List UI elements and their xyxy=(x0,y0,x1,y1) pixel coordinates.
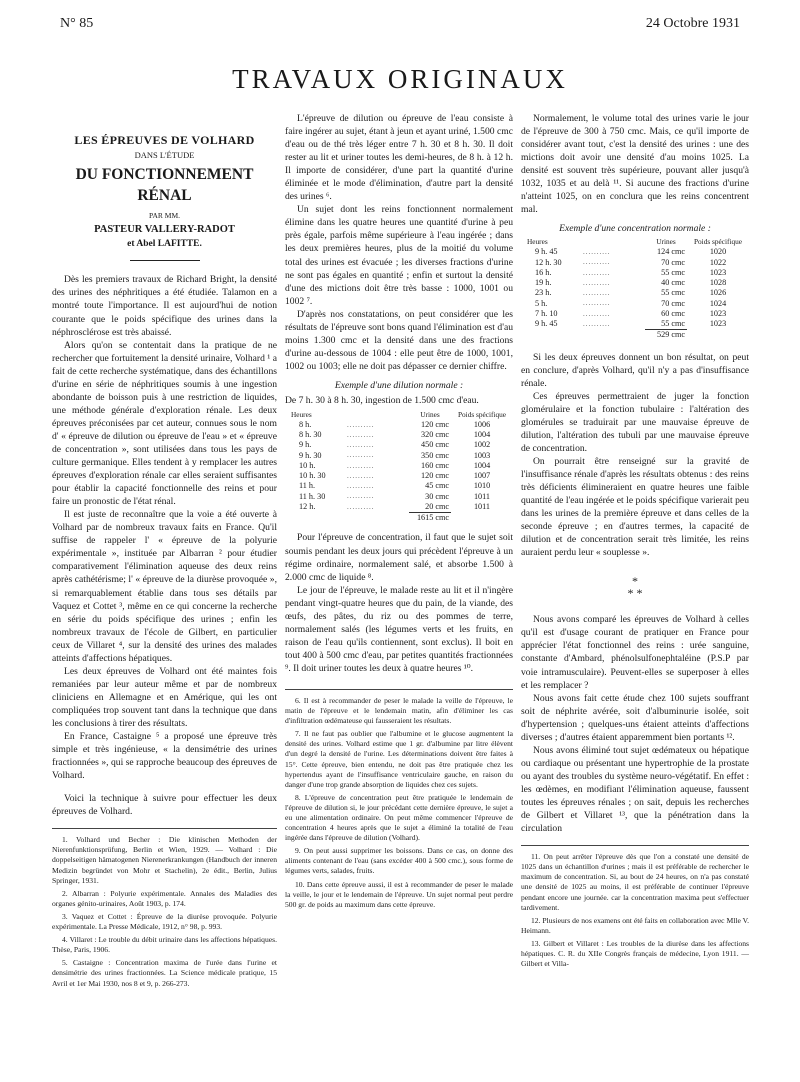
paragraph: Il est juste de reconnaître que la voie a été ouverte à Volhard par de nombreux travaux faits en France. Qu'il suffise de rappeler l' « épreuve de la polyurie expérimentale », instituée par Albarran ² pour étudier comparativement l'élimination aqueuse des deux reins après cathétérisme; l' « épreuve de la diurèse provoquée », si remarquablement établie dans tous ses détails par Vaquez et Cottet ³, même en ce qui concerne la recherche en série du poids spécifique des urines ; enfin les nombreux travaux de l'école de Gilbert, en particulier ceux de Villaret ⁴, sur la densité des urines des malades atteints d'affections hépatiques. xyxy=(52,509,277,664)
density-cell: 1003 xyxy=(473,450,491,460)
concentration-table-title: Exemple d'une concentration normale : xyxy=(559,223,711,235)
urine-cell: 124 cmc xyxy=(657,247,685,257)
column-header: Heures xyxy=(291,410,312,420)
urine-cell: 70 cmc xyxy=(661,257,685,267)
footnote: 6. Il est à recommander de peser le malade la veille de l'épreuve, le matin de l'épreuve et le lendemain matin, afin d'éliminer les cas d'infiltration œdémateuse qui fausseraient les résultats. xyxy=(285,695,513,726)
density-cell: 1026 xyxy=(709,288,727,298)
table-row xyxy=(521,288,749,298)
urine-cell: 320 cmc xyxy=(421,430,449,440)
table-row xyxy=(521,319,749,330)
paragraph: Le jour de l'épreuve, le malade reste au lit et il n'ingère pendant vingt-quatre heures que du pain, de la viande, des œufs, des pâtes, du riz ou des pommes de terre, normalement salés (les légumes verts et les fruits, en raison de l'eau qu'ils contiennent, sont exclus). Il boit en tout 400 à 500 cmc d'eau, par petites quantités fractionnées ⁹. Il doit uriner toutes les deux à quatre heures ¹⁰. xyxy=(285,584,513,674)
footnote: 8. L'épreuve de concentration peut être pratiquée le lendemain de l'épreuve de dilution si, le jour précédant cette dernière épreuve, le sujet a eu une alimentation ordinaire. On peut même commencer l'épreuve de concentration 4 heures après que le sujet a éliminé la totalité de l'eau ingérée dans l'épreuve de dilution (Volhard). xyxy=(285,792,513,843)
hour-cell: 19 h. xyxy=(535,278,552,288)
dilution-table-body xyxy=(285,420,513,513)
table-row xyxy=(285,430,513,440)
footnote: 11. On peut arrêter l'épreuve dès que l'on a constaté une densité de 1025 dans un échantillon d'urines ; mais il est préférable de rechercher le maximum de concentration. Si, au bout de 24 heures, on n'a pas constaté une densité de 1025 au moins, il est préférable de continuer l'épreuve pendant encore une journée. car la concentration maxima peut s'effectuer tardivement. xyxy=(521,852,749,912)
footnote: 7. Il ne faut pas oublier que l'albumine et le glucose augmentent la densité des urines. Volhard estime que 1 gr. d'albumine par litre élèvent d'un degré la densité de l'urine. Les déterminations doivent être faites à 15°. Cette épreuve, bien entendu, ne doit pas être pratiquée chez les hypertendus ayant de l'insuffisance ventriculaire gauche, en raison du danger d'une trop grande absorption de liquides chez ces sujets. xyxy=(285,729,513,789)
footnote-separator xyxy=(52,828,277,829)
footnote: 10. Dans cette épreuve aussi, il est à recommander de peser le malade la veille, le jour et le lendemain de l'épreuve. Un sujet normal peut perdre 500 gr. de poids au maximum dans cette épreuve. xyxy=(285,879,513,909)
footnote-separator xyxy=(285,689,513,690)
density-cell: 1023 xyxy=(709,267,727,277)
hour-cell: 10 h. xyxy=(299,460,316,470)
dilution-table-title: Exemple d'une dilution normale : xyxy=(334,379,464,391)
hour-cell: 9 h. 45 xyxy=(535,247,558,257)
leader-dots: .......... xyxy=(347,430,375,439)
dilution-table-subtitle: De 7 h. 30 à 8 h. 30, ingestion de 1.500 cmc d'eau. xyxy=(285,394,479,406)
table-row xyxy=(521,278,749,288)
paragraph: En France, Castaigne ⁵ a proposé une épreuve très simple et très ingénieuse, « la densimétrie des urines fractionnées », qui se rapproche beaucoup des épreuves de Volhard. xyxy=(52,731,277,782)
paragraph: Normalement, le volume total des urines varie le jour de l'épreuve de 300 à 750 cmc. Mais, ce qu'il importe de considérer avant tout, c'est la densité des urines : une des mictions doit avoir une densité d'au moins 1025. La densité est souvent très supérieure, pouvant aller jusqu'à 1032, 1035 et au delà ¹¹. Si aucune des fractions d'urine n'atteint 1025, on en conclura que les reins concentrent mal. xyxy=(521,113,749,216)
urine-cell: 450 cmc xyxy=(421,440,449,450)
footnote: 2. Albarran : Polyurie expérimentale. Annales des Maladies des organes génito-urinaires, Août 1903, p. 174. xyxy=(52,888,277,908)
paragraph: Nous avons éliminé tout sujet œdémateux ou hépatique ou cardiaque ou présentant une hypertrophie de la prostate ou ayant des troubles du système neuro-végétatif. En effet : les œdèmes, en modifiant l'élimination aqueuse, faussent toutes les épreuves rénales ; on sait, depuis les recherches de Gilbert et Villaret ¹³, que la pénétration dans la circulation xyxy=(521,744,749,835)
column-3 xyxy=(521,112,749,972)
paragraph: Nous avons fait cette étude chez 100 sujets souffrant soit de néphrite avérée, soit d'albuminurie isolée, soit d'hypertension ; quelques-uns étaient atteints d'affections diverses ; d'autres étaient apparemment bien portants ¹². xyxy=(521,692,749,743)
density-cell: 1004 xyxy=(473,460,491,470)
density-cell: 1006 xyxy=(473,419,491,429)
leader-dots: .......... xyxy=(347,461,375,470)
section-title: TRAVAUX ORIGINAUX xyxy=(232,64,568,94)
table-row xyxy=(521,268,749,278)
hour-cell: 12 h. xyxy=(299,502,316,512)
table-row xyxy=(285,461,513,471)
leader-dots: .......... xyxy=(347,451,375,460)
table-row xyxy=(521,299,749,309)
table-row xyxy=(285,451,513,461)
footnote: 4. Villaret : Le trouble du débit urinaire dans les affections hépatiques. Thèse, Paris, 1906. xyxy=(52,935,277,955)
leader-dots: .......... xyxy=(583,309,611,318)
leader-dots: .......... xyxy=(347,441,375,450)
table-row xyxy=(521,309,749,319)
dilution-table xyxy=(285,410,513,523)
footnote: 1. Volhard und Becher : Die klinischen Methoden der Nierenfunktionsprüfung, Berlin et Wien, 1929. — Volhard : Die doppelseitigen hämatogenen Nierenerkrankungen (Handbuch der inneren Medizin begründet von Mohr et Stachelin), 2e édit., Berlin, Julius Springer, 1931. xyxy=(52,835,277,885)
footnote: 13. Gilbert et Villaret : Les troubles de la diurèse dans les affections hépatiques. C. R. du XIIe Congrès français de médecine, Lyon 1911. — Gilbert et Villa- xyxy=(521,938,749,969)
concentration-table xyxy=(521,237,749,340)
leader-dots: .......... xyxy=(347,471,375,480)
urine-cell: 120 cmc xyxy=(421,471,449,481)
leader-dots: .......... xyxy=(583,289,611,298)
footnotes xyxy=(52,835,277,988)
article-title: LES ÉPREUVES DE VOLHARD xyxy=(74,133,255,147)
density-cell: 1020 xyxy=(709,247,727,257)
table-row xyxy=(285,481,513,491)
hour-cell: 9 h. xyxy=(299,440,312,450)
article-author-1: PASTEUR VALLERY-RADOT xyxy=(94,224,235,236)
density-cell: 1011 xyxy=(473,491,491,501)
page-header xyxy=(60,16,740,40)
footnotes xyxy=(285,696,513,910)
paragraph: Les deux épreuves de Volhard ont été maintes fois remaniées par leur auteur même et par de nombreux cliniciens en Allemagne et en Amérique, qui les ont compliquées trop souvent tant dans la technique que dans les conclusions à tirer des résultats. xyxy=(52,665,277,729)
hour-cell: 10 h. 30 xyxy=(299,471,326,481)
footnote: 3. Vaquez et Cottet : Épreuve de la diurèse provoquée. Polyurie expérimentale. La Presse Médicale, 1912, n° 98, p. 993. xyxy=(52,911,277,932)
column-2 xyxy=(285,112,513,913)
paragraph: Dès les premiers travaux de Richard Bright, la densité des urines des néphritiques a été étudiée. Talamon en a montré toute l'importance. Il est aujourd'hui de notion courante que le poids spécifique des urines dans la néphrosclérose est très abaissé. xyxy=(52,274,277,338)
urine-cell: 55 cmc xyxy=(661,267,685,277)
footnote-separator xyxy=(521,845,749,846)
density-cell: 1004 xyxy=(473,430,491,440)
urine-cell: 160 cmc xyxy=(421,460,449,470)
article-par: PAR MM. xyxy=(149,211,180,221)
urine-cell: 60 cmc xyxy=(661,308,685,318)
hour-cell: 8 h. xyxy=(299,419,312,429)
table-row xyxy=(521,247,749,257)
hour-cell: 9 h. 30 xyxy=(299,450,322,460)
table-row xyxy=(285,440,513,450)
leader-dots: .......... xyxy=(583,320,611,329)
urine-cell: 20 cmc xyxy=(425,501,449,511)
leader-dots: .......... xyxy=(347,420,375,429)
table-row xyxy=(285,502,513,513)
table-row xyxy=(521,258,749,268)
urine-cell: 40 cmc xyxy=(661,278,685,288)
section-stars xyxy=(521,575,749,599)
issue-number: N° 85 xyxy=(60,16,94,31)
density-cell: 1007 xyxy=(473,471,491,481)
column-1 xyxy=(52,112,277,992)
hour-cell: 9 h. 45 xyxy=(535,319,558,329)
article-main-title: DU FONCTIONNEMENT RÉNAL xyxy=(75,165,254,204)
density-cell: 1022 xyxy=(709,257,727,267)
footnotes xyxy=(521,852,749,969)
urine-cell: 120 cmc xyxy=(421,419,449,429)
density-cell: 1024 xyxy=(709,298,727,308)
leader-dots: .......... xyxy=(583,299,611,308)
column-header: Urines xyxy=(420,410,440,420)
urine-cell: 55 cmc xyxy=(661,319,685,329)
leader-dots: .......... xyxy=(347,482,375,491)
density-cell: 1010 xyxy=(473,481,491,491)
density-cell: 1023 xyxy=(709,319,727,329)
star-top: * xyxy=(632,574,638,589)
article-heading xyxy=(52,132,277,251)
table-row xyxy=(285,471,513,481)
article-author-2: et Abel LAFITTE. xyxy=(127,239,202,250)
leader-dots: .......... xyxy=(583,258,611,267)
leader-dots: .......... xyxy=(583,268,611,277)
urine-cell: 70 cmc xyxy=(661,298,685,308)
column-header: Poids spécifique xyxy=(693,237,743,247)
leader-dots: .......... xyxy=(347,502,375,511)
column-header: Heures xyxy=(527,237,548,247)
paragraph: Pour l'épreuve de concentration, il faut que le sujet soit soumis pendant les deux jours qui précèdent l'épreuve à un régime ordinaire, normalement salé, et absorbe 1.500 à 2.000 cmc de liquide ⁸. xyxy=(285,532,513,583)
table-row xyxy=(285,492,513,502)
urine-cell: 350 cmc xyxy=(421,450,449,460)
density-cell: 1011 xyxy=(473,502,491,512)
leader-dots: .......... xyxy=(347,492,375,501)
concentration-total: 529 cmc xyxy=(645,330,687,341)
hour-cell: 23 h. xyxy=(535,288,552,298)
column-header: Urines xyxy=(656,237,676,247)
density-cell: 1023 xyxy=(709,308,727,318)
concentration-table-body xyxy=(521,247,749,330)
hour-cell: 7 h. 10 xyxy=(535,308,558,318)
article-subtitle: DANS L'ÉTUDE xyxy=(134,150,195,161)
dilution-total: 1615 cmc xyxy=(409,513,451,524)
hour-cell: 5 h. xyxy=(535,298,548,308)
paragraph: L'épreuve de dilution ou épreuve de l'eau consiste à faire ingérer au sujet, étant à jeun et ayant uriné, 1.500 cmc d'eau ou de thé très léger entre 7 h. 30 et 8 h. 30. Il doit rester au lit et uriner toutes les demi-heures, de 8 h. à 12 h. Il importe de considérer, d'une part la quantité d'urine éliminée et le mode d'élimination, d'autre part la densité des urines ⁶. xyxy=(285,113,513,203)
urine-cell: 45 cmc xyxy=(425,481,449,491)
paragraph: Voici la technique à suivre pour effectuer les deux épreuves de Volhard. xyxy=(52,793,277,818)
table-row xyxy=(285,420,513,430)
hour-cell: 11 h. xyxy=(299,481,316,491)
paragraph: Si les deux épreuves donnent un bon résultat, on peut en conclure, d'après Volhard, qu'il n'y a pas d'insuffisance rénale. xyxy=(521,351,749,389)
hour-cell: 12 h. 30 xyxy=(535,257,562,267)
leader-dots: .......... xyxy=(583,278,611,287)
footnote: 9. On peut aussi supprimer les boissons. Dans ce cas, on donne des aliments contenant de l'eau (sans excéder 400 à 500 cmc.), sous forme de légumes verts, salades, fruits. xyxy=(285,846,513,876)
paragraph: Alors qu'on se contentait dans la pratique de ne rechercher que fortuitement la densité urinaire, Volhard ¹ a fait de cette recherche systématique, dans des échantillons d'urine en série de néphritiques soumis à une ingestion abondante de boisson puis à une restriction de liquides, une méthode générale d'exploration rénale. Les deux épreuves préconisées par cet auteur, connues sous le nom d' « épreuve de dilution ou épreuve de l'eau » et « épreuve de concentration », sont utilisées dans tous les pays de culture germanique. Elles tendent à y remplacer les autres épreuves d'exploration rénale car elles seraient suffisantes pour établir la capacité fonctionnelle des reins et pour faire un pronostic de l'état rénal. xyxy=(52,339,277,508)
paragraph: On pourrait être renseigné sur la gravité de l'insuffisance rénale d'après les résultats obtenus : des reins très déficients élimineraient en quatre heures une faible quantité de l'eau ingérée et le poids spécifique varierait peu dans les urines de la première épreuve et dans celles de la seconde épreuve ; en d'autres termes, la capacité de dilution et de concentration serait très limitée, les reins auraient perdu leur « souplesse ». xyxy=(521,455,749,559)
heading-rule xyxy=(130,260,200,261)
paragraph: Nous avons comparé les épreuves de Volhard à celles qu'il est d'usage courant de pratiquer en France pour apprécier l'état fonctionnel des reins : urée sanguine, constante d'Ambard, phénolsulfonephtaléine (P.S.P par voie intramusculaire). Peuvent-elles se superposer à elles et les remplacer ? xyxy=(521,614,749,691)
paragraph: Ces épreuves permettraient de juger la fonction glomérulaire et la fonction tubulaire : l'altération des glomérules se traduirait par une mauvaise épreuve de dilution, l'altération des tubuli par une mauvaise épreuve de concentration. xyxy=(521,390,749,454)
footnote: 12. Plusieurs de nos examens ont été faits en collaboration avec Mlle V. Heimann. xyxy=(521,915,749,935)
paragraph: Un sujet dont les reins fonctionnent normalement élimine dans les quatre heures une quantité d'urine à peu près égale, parfois même supérieure à l'eau ingérée ; dans les deux premières heures, plus de la moitié du volume total des urines est évacuée ; les diverses fractions d'urine ne sont pas égales en quantité ; enfin et surtout la densité d'une des mictions doit être très basse : 1000, 1001 ou 1002 ⁷. xyxy=(285,204,513,307)
density-cell: 1002 xyxy=(473,440,491,450)
issue-date: 24 Octobre 1931 xyxy=(645,16,740,31)
footnote: 5. Castaigne : Concentration maxima de l'urée dans l'urine et densimétrie des urines fractionnées. La Science médicale pratique, 15 Avril et 1er Mai 1930, nos 8 et 9, p. 266-273. xyxy=(52,958,277,988)
star-bottom: * * xyxy=(627,586,643,601)
hour-cell: 8 h. 30 xyxy=(299,430,322,440)
paragraph: D'après nos constatations, on peut considérer que les résultats de l'épreuve sont bons quand l'élimination est d'au moins 1.300 cmc et la densité dans une des fractions d'urine au-dessous de 1004 : elle peut être de 1000, 1001, 1002 ou 1003; elle ne doit pas dépasser ce dernier chiffre. xyxy=(285,308,513,372)
column-header: Poids spécifique xyxy=(457,410,507,420)
hour-cell: 11 h. 30 xyxy=(299,491,326,501)
urine-cell: 30 cmc xyxy=(425,491,449,501)
urine-cell: 55 cmc xyxy=(661,288,685,298)
density-cell: 1028 xyxy=(709,278,727,288)
leader-dots: .......... xyxy=(583,248,611,257)
hour-cell: 16 h. xyxy=(535,267,552,277)
